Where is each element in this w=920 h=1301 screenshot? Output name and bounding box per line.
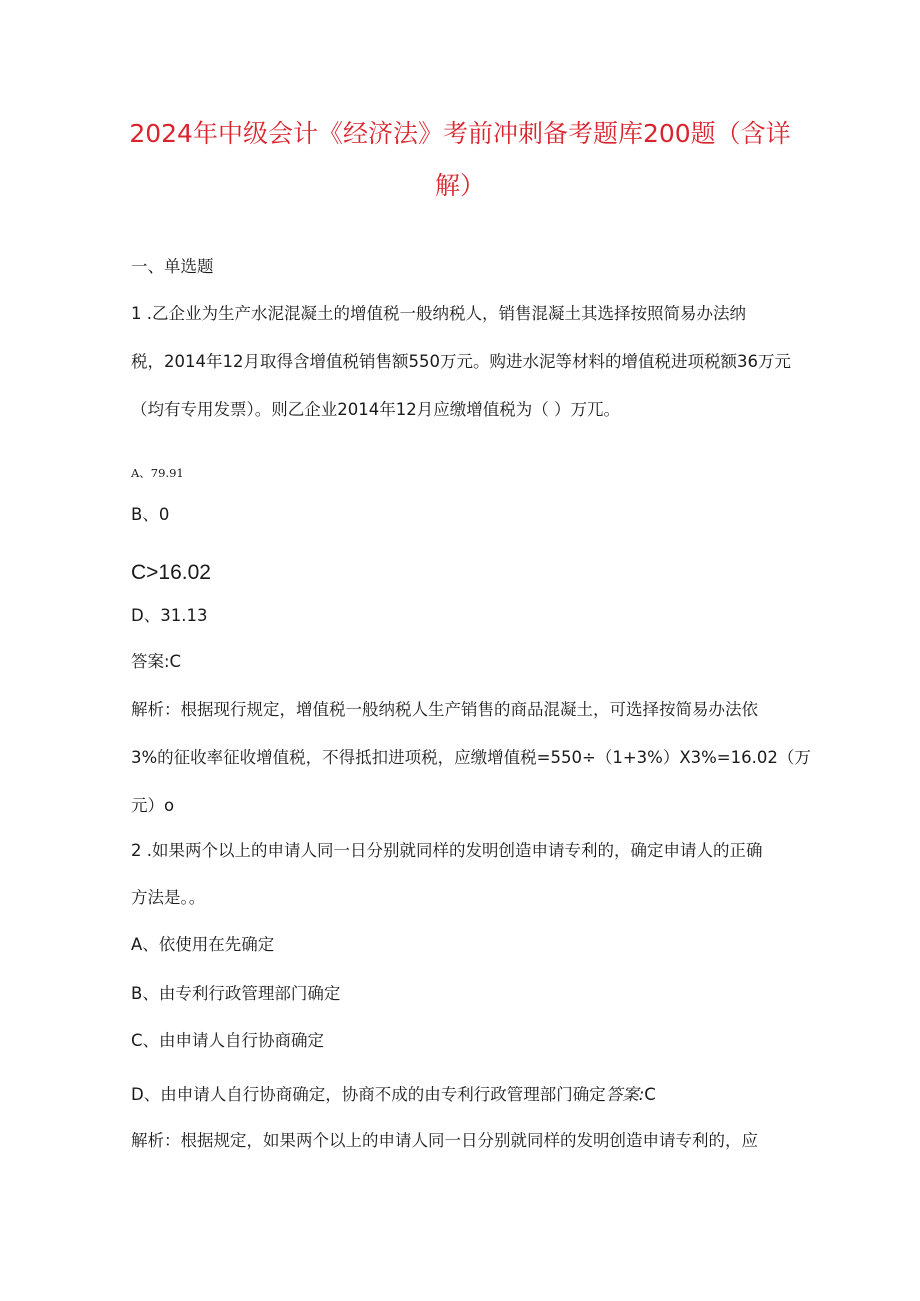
question-2-option-d: D、由申请人自行协商确定，协商不成的由专利行政管理部门确定: [131, 1085, 606, 1104]
question-2-text-line-2: 方法是。。: [131, 888, 206, 907]
question-2-answer-label: 答案:: [605, 1085, 645, 1104]
document-title-line-1: 2024年中级会计《经济法》考前冲刺备考题库200题（含详: [129, 119, 791, 148]
question-2-analysis-line-1: 解析：根据规定，如果两个以上的申请人同一日分别就同样的发明创造申请专利的，应: [131, 1131, 758, 1150]
question-1-analysis-line-3: 元）o: [131, 796, 175, 815]
question-2-option-c: C、由申请人自行协商确定: [131, 1031, 325, 1050]
question-2-option-b: B、由专利行政管理部门确定: [131, 984, 341, 1003]
question-1-answer: 答案:C: [131, 652, 182, 671]
question-2-answer-letter: C: [644, 1085, 656, 1104]
document-title-line-2: 解）: [434, 171, 485, 200]
question-1-text-line-3: （均有专用发票）。则乙企业2014年12月应缴增值税为（ ）万兀。: [131, 400, 620, 419]
question-1-option-d: D、31.13: [131, 606, 208, 625]
question-1-analysis-line-1: 解析：根据现行规定，增值税一般纳税人生产销售的商品混凝土，可选择按简易办法依: [131, 700, 758, 719]
question-2-option-d-row: [131, 1084, 656, 1106]
question-1-option-a: A、79.91: [131, 466, 184, 480]
question-1-option-b: B、0: [131, 505, 170, 524]
question-2-text-line-1: 2 .如果两个以上的申请人同一日分别就同样的发明创造申请专利的，确定申请人的正确: [131, 841, 763, 860]
question-1-option-c: C>16.02: [131, 561, 211, 584]
question-1-text-line-1: 1 .乙企业为生产水泥混凝土的增值税一般纳税人，销售混凝土其选择按照简易办法纳: [131, 304, 746, 323]
question-1-text-line-2: 税，2014年12月取得含增值税销售额550万元。购进水泥等材料的增值税进项税额36万元: [131, 352, 791, 371]
question-2-option-a: A、依使用在先确定: [131, 935, 275, 954]
section-heading: 一、单选题: [131, 257, 214, 276]
question-1-analysis-line-2: 3%的征收率征收增值税，不得抵扣进项税，应缴增值税=550÷（1+3%）X3%=16.02（万: [131, 748, 811, 767]
